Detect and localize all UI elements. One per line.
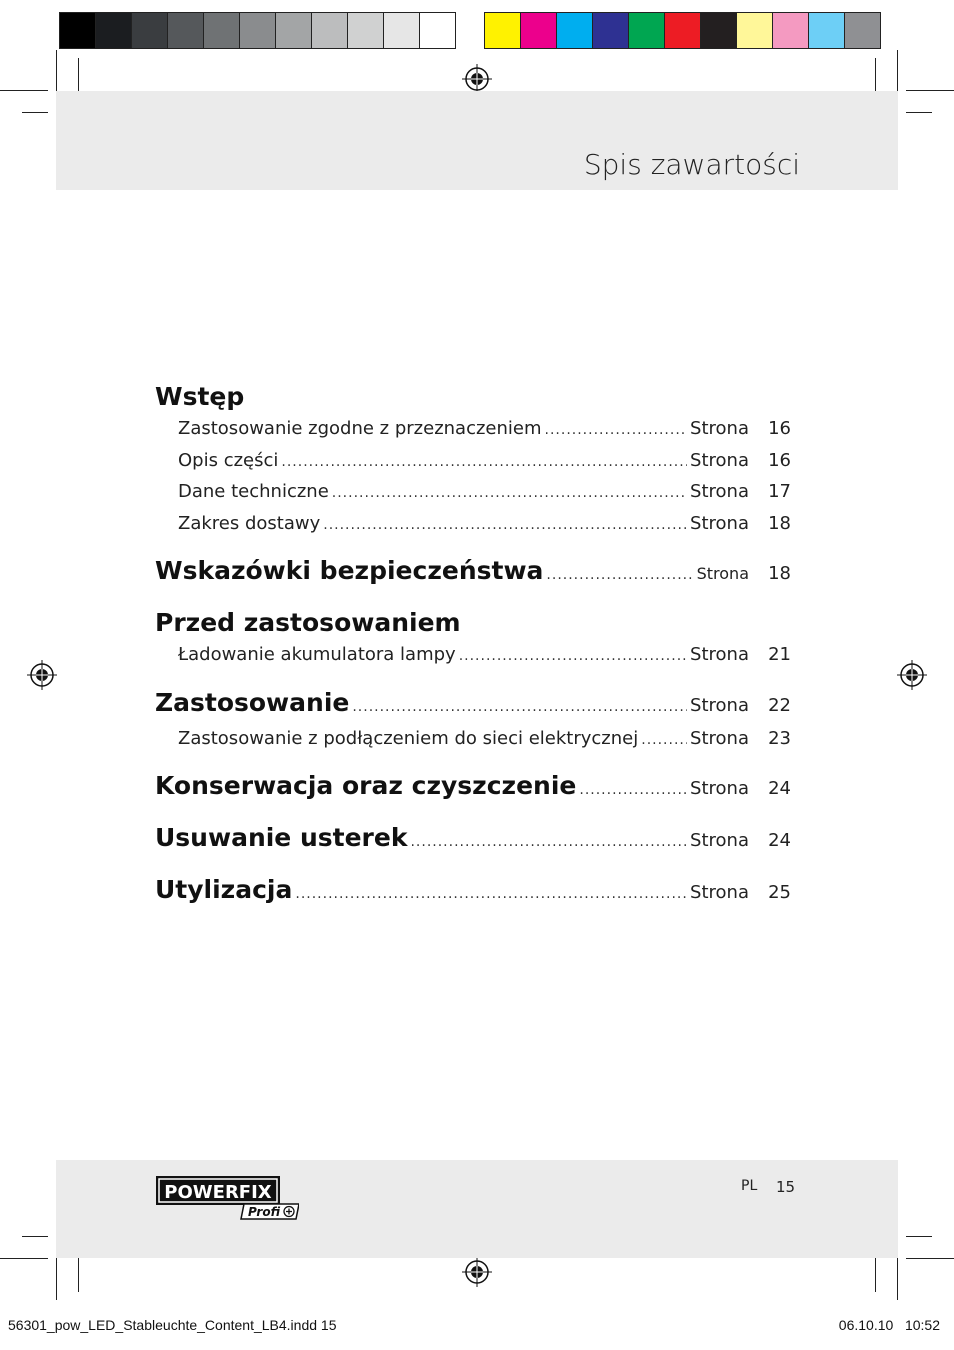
toc-section-row [155,769,791,807]
toc-page-number: 18 [768,563,791,584]
color-swatch [275,12,312,49]
toc-item-row [155,724,791,756]
toc-item-row [155,414,791,446]
toc-item-label: Zakres dostawy [178,512,321,534]
crop-mark [0,90,48,91]
toc-page-word: Strona [690,481,749,502]
registration-target-icon [462,64,492,94]
toc-section-row [155,380,791,414]
color-swatch [59,12,96,49]
color-swatch [419,12,456,49]
toc-section-heading: Wstęp [155,382,245,411]
toc-section-heading: Zastosowanie [155,687,350,717]
toc-section-heading: Usuwanie usterek [155,823,408,852]
page-title: Spis zawartości [583,148,800,181]
toc-section-row [155,686,791,724]
toc-page-word: Strona [690,449,749,471]
process-color-bar [484,12,880,50]
toc-section [155,380,791,540]
language-code: PL [741,1178,758,1194]
toc-section-row [155,821,791,859]
toc-section [155,554,791,592]
toc-item-label: Zastosowanie z podłączeniem do sieci elektrycznej [178,727,639,749]
gray-color-bar [59,12,455,50]
color-swatch [239,12,276,49]
registration-target-icon [27,660,57,690]
toc-page-word: Strona [690,727,749,749]
color-swatch [347,12,384,49]
crop-mark [78,1258,79,1292]
color-swatch [736,12,773,49]
toc-page-number: 16 [768,449,791,471]
toc-page-word: Strona [690,830,749,851]
slug-datetime [839,1317,940,1333]
crop-mark [906,112,932,113]
color-swatch [628,12,665,49]
toc-item-label: Ładowanie akumulatora lampy [178,644,456,665]
crop-mark [0,1258,48,1259]
toc-page-number: 21 [768,644,791,665]
logo-sub-text: Profi [248,1205,281,1219]
toc-section [155,606,791,672]
crop-mark [897,1252,898,1300]
toc-section-heading: Przed zastosowaniem [155,608,461,637]
crop-mark [22,1236,48,1237]
toc-leader-dots [295,877,687,911]
powerfix-profi-logo [156,1176,299,1220]
crop-mark [78,58,79,92]
toc-page-word: Strona [690,418,749,439]
logo-main-text: POWERFIX [164,1182,272,1203]
toc-item-row [155,640,791,672]
toc-section [155,686,791,756]
slug-filename: 56301_pow_LED_Stableuchte_Content_LB4.indd 15 [8,1317,337,1333]
toc-item-row [155,509,791,541]
toc-leader-dots [545,416,688,446]
toc-section-heading: Wskazówki bezpieczeństwa [155,556,544,585]
toc-page-number: 17 [768,481,791,502]
toc-leader-dots [332,479,687,509]
registration-target-icon [897,660,927,690]
color-swatch [592,12,629,49]
toc-item-row [155,446,791,478]
color-swatch [484,12,521,49]
color-swatch [844,12,881,49]
toc-page-number: 22 [768,694,791,716]
crop-mark [875,1258,876,1292]
toc-section-row [155,554,791,592]
toc-page-word: Strona [690,778,749,799]
toc-page-number: 24 [768,778,791,799]
toc-page-number: 24 [768,830,791,851]
toc-section-row [155,606,791,640]
toc-leader-dots [410,825,687,859]
color-swatch [131,12,168,49]
color-swatch [556,12,593,49]
toc-leader-dots [323,511,687,541]
page-number: 15 [776,1178,796,1196]
crop-mark [906,90,954,91]
color-swatch [95,12,132,49]
toc-page-word: Strona [690,644,749,665]
toc-section [155,873,791,911]
crop-mark [22,112,48,113]
toc-item-label: Zastosowanie zgodne z przeznaczeniem [178,418,542,439]
toc-item-label: Opis części [178,449,279,471]
toc-leader-dots [641,726,687,756]
toc-leader-dots [459,642,687,672]
toc-section-heading: Konserwacja oraz czyszczenie [155,771,577,800]
crop-mark [906,1236,932,1237]
toc-page-word: Strona [696,564,749,583]
toc-item-row [155,477,791,509]
slug-time: 10:52 [904,1317,940,1333]
color-swatch [311,12,348,49]
crop-mark [56,1252,57,1300]
slug-date: 06.10.10 [838,1317,894,1333]
color-swatch [520,12,557,49]
toc-page-word: Strona [690,694,749,716]
toc-section-row [155,873,791,911]
registration-target-icon [462,1257,492,1287]
color-swatch [664,12,701,49]
toc-page-word: Strona [690,512,749,534]
toc-page-number: 16 [768,418,791,439]
color-swatch [383,12,420,49]
color-swatch [700,12,737,49]
color-swatch [203,12,240,49]
color-swatch [167,12,204,49]
toc-leader-dots [579,773,687,807]
color-swatch [772,12,809,49]
toc-page-number: 25 [768,882,791,903]
toc-page-number: 23 [768,727,791,749]
table-of-contents [155,380,791,925]
color-swatch [808,12,845,49]
toc-section-heading: Utylizacja [155,875,293,904]
toc-page-word: Strona [690,882,749,903]
toc-section [155,821,791,859]
toc-item-label: Dane techniczne [178,481,329,502]
toc-leader-dots [281,448,687,478]
toc-page-number: 18 [768,512,791,534]
crop-mark [906,1258,954,1259]
toc-leader-dots [546,558,693,592]
toc-leader-dots [352,690,687,724]
crop-mark [875,58,876,92]
toc-section [155,769,791,807]
